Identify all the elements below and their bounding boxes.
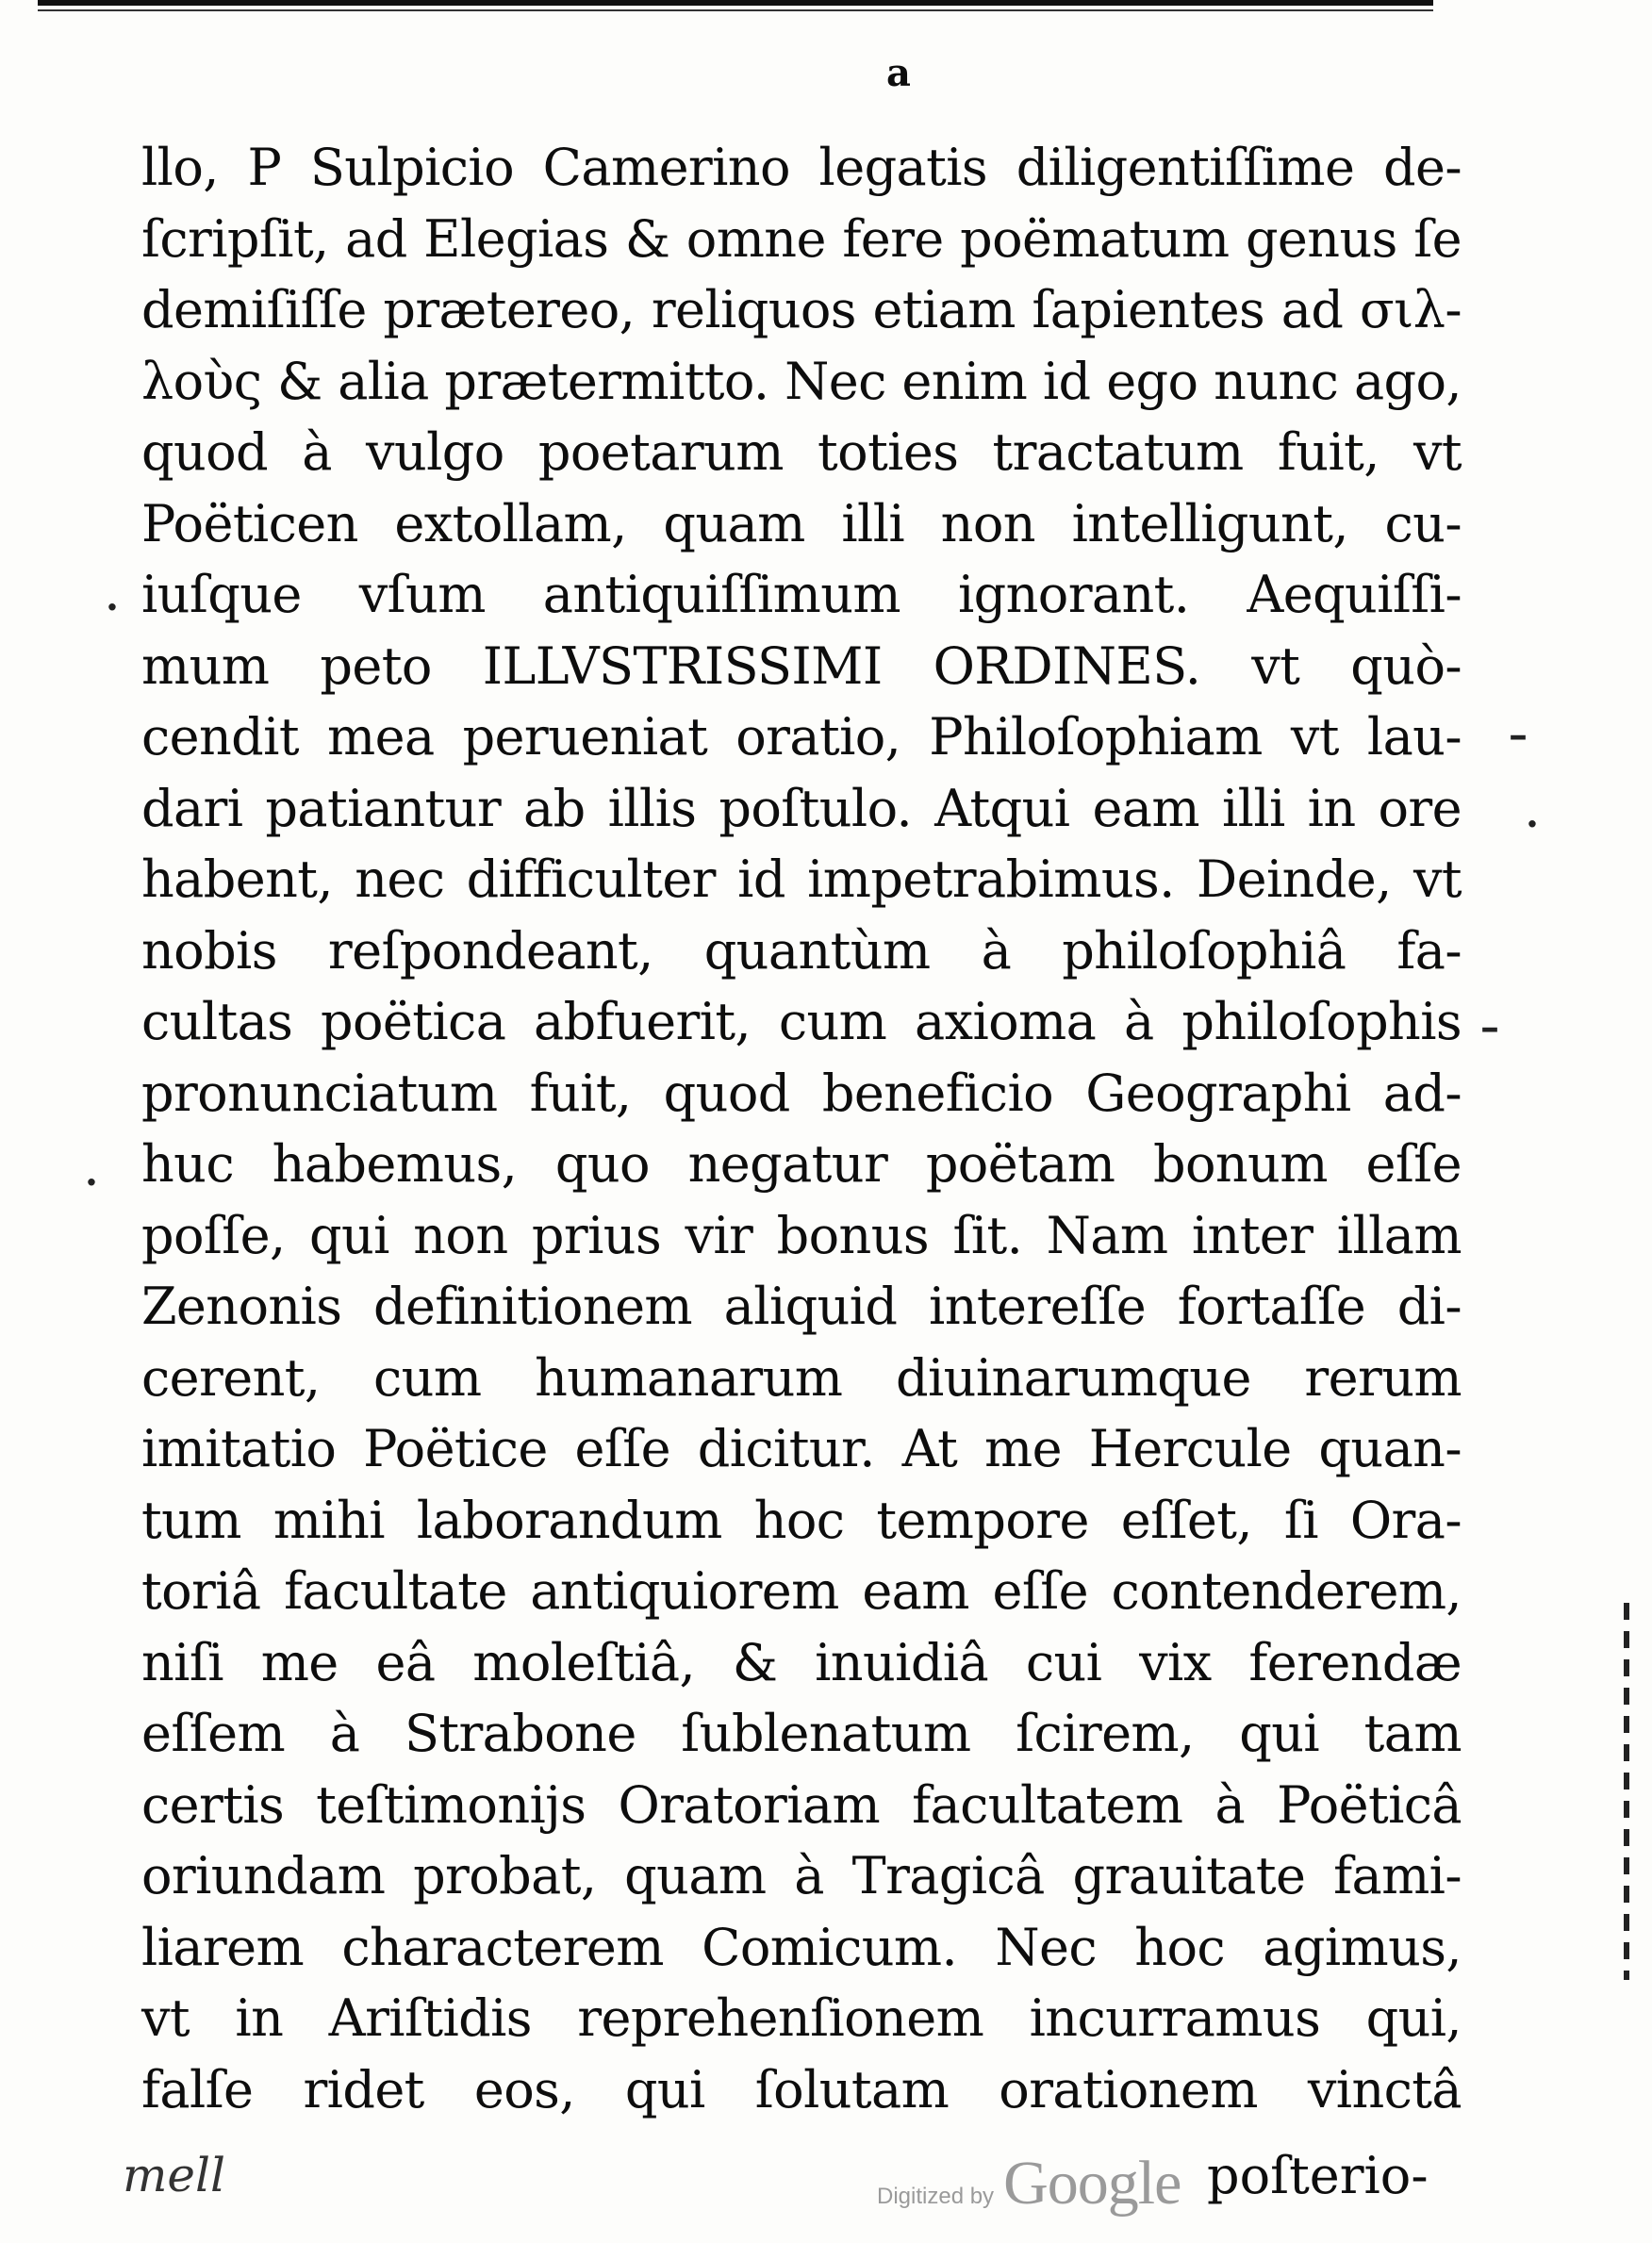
text-line: demiſiſſe prætereo, reliquos etiam ſapientes ad σιλ- [141, 280, 1462, 339]
margin-dash-mark: – [1480, 1005, 1499, 1049]
text-line: llo, P Sulpicio Camerino legatis diligentiſſime de- [141, 138, 1462, 197]
text-line: cendit mea perueniat oratio, Philoſophiam vt lau- [141, 707, 1462, 767]
text-line: ſcripſit, ad Elegias & omne fere poëmatum genus ſe [141, 208, 1462, 269]
text-line: Poëticen extollam, quam illi non intelligunt, cu- [141, 493, 1462, 553]
text-line: eſſem à Strabone ſublenatum ſcirem, qui tam [141, 1704, 1462, 1763]
text-line: Zenonis definitionem aliquid intereſſe fortaſſe di- [141, 1277, 1462, 1336]
top-border-rule [38, 0, 1433, 6]
text-line: falſe ridet eos, qui ſolutam orationem vinctâ [141, 2059, 1462, 2119]
text-line: imitatio Poëtice eſſe dicitur. At me Hercule quan- [141, 1419, 1462, 1478]
body-text [141, 132, 1462, 2125]
text-line: nobis reſpondeant, quantùm à philoſophiâ fa- [141, 920, 1462, 981]
text-line: pronunciatum fuit, quod beneficio Geographi ad- [141, 1063, 1462, 1123]
margin-dash-mark: – [1509, 713, 1528, 757]
page-edge-shadow [1624, 1603, 1629, 1980]
text-line: oriundam probat, quam à Tragicâ grauitate fami- [141, 1846, 1462, 1905]
text-line: quod à vulgo poetarum toties tractatum fuit, vt [141, 422, 1462, 482]
text-line: poſſe, qui non prius vir bonus ſit. Nam inter illam [141, 1205, 1462, 1265]
text-line: huc habemus, quo negatur poëtam bonum eſſe [141, 1134, 1462, 1194]
watermark-label: Digitized by [877, 2184, 995, 2209]
text-line: dari patiantur ab illis poſtulo. Atqui eam illi in ore [141, 778, 1462, 838]
text-line: habent, nec difficulter id impetrabimus. Deinde, vt [141, 849, 1462, 909]
margin-dot-mark: · [85, 1161, 98, 1205]
text-line: liarem characterem Comicum. Nec hoc agimus, [141, 1917, 1462, 1977]
margin-dot-mark: · [1526, 802, 1539, 847]
text-line: niſi me eâ moleſtiâ, & inuidiâ cui vix ferendæ [141, 1632, 1462, 1692]
text-line: tum mihi laborandum hoc tempore eſſet, ſi Ora- [141, 1490, 1462, 1550]
signature-mark: mell [123, 2148, 225, 2202]
text-line: certis teſtimonijs Oratoriam facultatem à Poëticâ [141, 1774, 1462, 1835]
text-line: toriâ facultate antiquiorem eam eſſe contenderem, [141, 1561, 1462, 1621]
text-line: vt in Ariſtidis reprehenſionem incurramus qui, [141, 1988, 1462, 2048]
text-line: λοὺς & alia prætermitto. Nec enim id ego nunc ago, [141, 351, 1462, 411]
text-line: cultas poëtica abfuerit, cum axioma à philoſophis [141, 992, 1462, 1051]
margin-dot-mark: · [106, 585, 119, 630]
top-border-rule-thin [38, 9, 1433, 11]
text-line: iuſque vſum antiquiſſimum ignorant. Aequiſſi- [141, 565, 1462, 624]
page-mark: a [886, 51, 911, 95]
text-line: mum peto ILLVSTRISSIMI ORDINES. vt quò- [141, 635, 1462, 696]
digitized-watermark [877, 2148, 1181, 2218]
text-line: cerent, cum humanarum diuinarumque rerum [141, 1347, 1462, 1408]
catchword: poſterio- [1207, 2146, 1429, 2205]
watermark-brand: Google [1003, 2149, 1181, 2218]
